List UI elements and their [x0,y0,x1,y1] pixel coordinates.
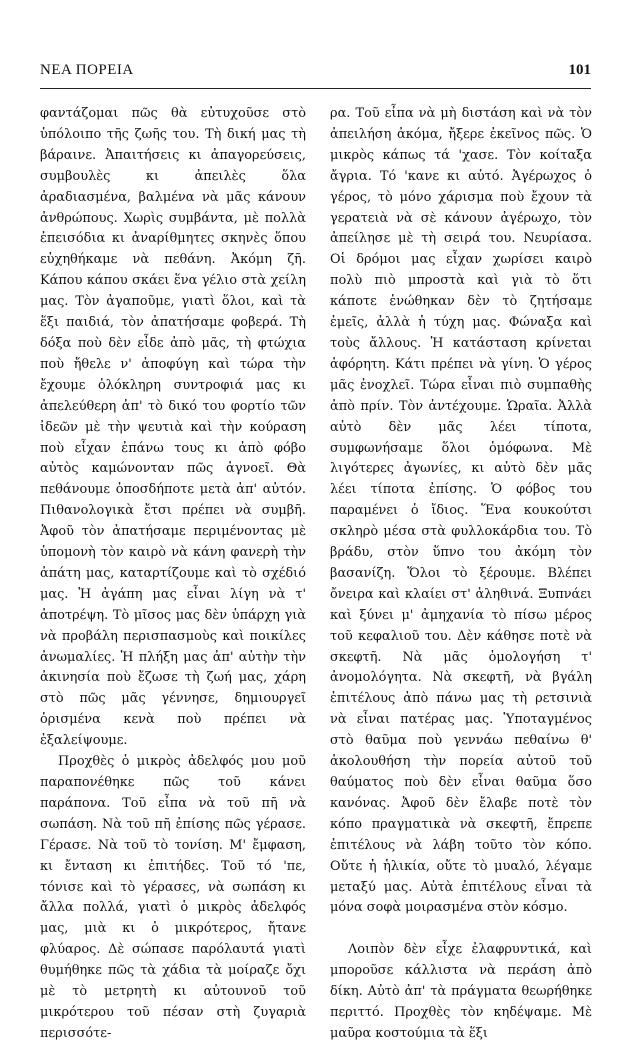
page-number: 101 [568,62,591,78]
paragraph: φαντάζομαι πῶς θὰ εὐτυχοῦσε στὸ ὑπόλοιπο τῆς ζωῆς του. Τὴ δική μας τὴ βάραινε. Ἀπαιτήσεις κι ἀπαγορεύσεις, συμβουλὲς κι ἀπειλὲς ὅλα ἀραδιασμένα, βαλμένα νὰ μᾶς κάνουν ἀνθρώπους. Χωρὶς συμβάντα, μὲ πολλὰ ἐπεισόδια κι ἀναρίθμητες σκηνὲς ὅπου εὐχηθήκαμε νὰ πεθάνη. Ἀκόμη ζῆ. Κάπου κάπου σκάει ἕνα γέλιο στὰ χείλη μας. Τὸν ἀγαποῦμε, γιατὶ ὅλοι, καὶ τὰ ἕξι παιδιά, τὸν ἀπατήσαμε φοβερά. Τὴ δόξα ποὺ δὲν εἶδε ἀπὸ μᾶς, τὴ φτώχια ποὺ ἤθελε ν' ἀποφύγη καὶ τώρα τὴν ἔχουμε ὁλόκληρη συντροφιά μας κι ἀπελεύθερη ἀπ' τὸ δικό του φορτίο τῶν ἰδεῶν μὲ τὴν ψευτιὰ καὶ τὴν κούραση ποὺ εἶχαν ἐπάνω τους κι ἀπὸ φόβο αὐτὸς καμώνονταν πῶς ἀγνοεῖ. Θὰ πεθάνουμε ὁποσδήποτε μετὰ ἀπ' αὐτόν. Πιθανολογικὰ ἔτσι πρέπει νὰ συμβῆ. Ἀφοῦ τὸν ἀπατήσαμε περιμένοντας μὲ ὑπομονὴ τὸν καιρὸ νὰ κάνη φανερὴ τὴν ἀπάτη μας, καταρτίζουμε καὶ τὸ σχέδιό μας. Ἡ ἀγάπη μας εἶναι λίγη νὰ τ' ἀποτρέψη. Τὸ μῖσος μας δὲν ὑπάρχη γιὰ νὰ προβάλη περισπασμοὺς καὶ ποικίλες ἀνωμαλίες. Ἡ πλήξη μας ἀπ' αὐτὴν τὴν ἀκινησία ποὺ ἔζωσε τὴ ζωή μας, χάρη στὸ πῶς μᾶς γέννησε, δημιουργεῖ ὁρισμένα κενὰ ποὺ πρέπει νὰ ἐξαλείψουμε. [40,106,306,749]
paragraph: ρα. Τοῦ εἶπα νὰ μὴ διστάση καὶ νὰ τὸν ἀπειλήση ἀκόμα, ἤξερε ἐκεῖνος πῶς. Ὁ μικρὸς κάπως τά 'χασε. Τὸν κοίταξα ἄγρια. Τό 'κανε κι αὐτό. Ἀγέρωχος ὁ γέρος, τὸ μόνο χάρισμα ποὺ ἔχουν τὰ γερατειὰ νὰ σὲ κάνουν ἀγέρωχο, τὸν ἀπείλησε μὲ τὴ σειρά του. Νευρίασα. Οἱ δρόμοι μας εἶχαν χωρίσει καιρὸ πολὺ πιὸ μπροστὰ καὶ γιὰ τὸ ὅτι κάποτε ἑνώθηκαν δὲν τὸ ζητήσαμε ἐμεῖς, ἀλλὰ ἡ τύχη μας. Φώναξα καὶ τοὺς ἄλλους. Ἡ κατάσταση κρίνεται ἀφόρητη. Κάτι πρέπει νὰ γίνη. Ὁ γέρος μᾶς ἐνοχλεῖ. Τώρα εἶναι πιὸ συμπαθὴς ἀπὸ πρίν. Τὸν ἀντέχουμε. Ὡραῖα. Ἀλλὰ αὐτὸ δὲν μᾶς λέει τίποτα, συμφωνήσαμε ὅλοι ὁμόφωνα. Μὲ λιγότερες ἀγωνίες, κι αὐτὸ δὲν μᾶς λέει τίποτα ἐπίσης. Ὁ φόβος του παραμένει ὁ ἴδιος. Ἕνα κουκούτσι σκληρὸ μέσα στὰ φυλλοκάρδια του. Τὸ βράδυ, στὸν ὕπνο του ἀκόμη τὸν βασανίζη. Ὅλοι τὸ ξέρουμε. Βλέπει ὄνειρα καὶ κλαίει στ' ἀληθινά. Ξυπνάει καὶ ξύνει μ' ἀμηχανία τὸ πίσω μέρος τοῦ κεφαλιοῦ του. Δὲν κάθησε ποτὲ νὰ σκεφτῆ. Νὰ μᾶς ὁμολογήση τ' ἀνομολόγητα. Νὰ σκεφτῆ, νὰ βγάλη ἐπιτέλους ἀπὸ πάνω μας τὴ ρετσινιὰ νὰ εἶναι πατέρας μας. Ὑποταγμένος στὸ θαῦμα ποὺ γεννάω πεθαίνω θ' ἀκολουθήση τὴν πορεία αὐτοῦ τοῦ θαύματος ποὺ δὲν εἶναι θαῦμα ὅσο κανόνας. Ἀφοῦ δὲν ἔλαβε ποτὲ τὸν κόπο πραγματικὰ νὰ σκεφτῆ, ἔπρεπε ἐπιτέλους νὰ λάβη τοῦτο τὸν κόπο. Οὔτε ἡ ἡλικία, οὔτε τὸ μυαλό, λέγαμε μεταξύ μας. Αὐτὰ ἐπιτέλους εἶναι τὰ μόνα σοφὰ μοιρασμένα στὸν κόσμο. [330,106,592,916]
right-column [330,104,592,1045]
running-header [40,58,591,84]
paragraph: Προχθὲς ὁ μικρὸς ἀδελφός μου μοῦ παραπονέθηκε πῶς τοῦ κάνει παράπονα. Τοῦ εἶπα νὰ τοῦ πῆ νὰ σωπάση. Νὰ τοῦ πῆ ἐπίσης πῶς γέρασε. Γέρασε. Νὰ τοῦ τὸ τονίση. Μ' ἔμφαση, κι ἔνταση κι ἐπιτήδες. Τοῦ τό 'πε, τόνισε καὶ τὸ γέρασες, νὰ σωπάση κι ἄλλα πολλά, γιατὶ ὁ μικρὸς ἀδελφός μας, μιὰ κι ὁ μικρότερος, ἤτανε φλύαρος. Δὲ σώπασε παρόλαυτά γιατὶ θυμήθηκε πῶς τὰ χάδια τὰ μοίραζε ὄχι μὲ τὸ μετρητὴ κι αὐτουνοῦ τοῦ μικρότερου τοῦ πέσαν στὴ ζυγαριὰ περισσότε- [40,754,306,1041]
header-rule [40,88,591,89]
left-column [40,104,306,1045]
running-title: ΝΕΑ ΠΟΡΕΙΑ [40,62,134,78]
paragraph: Λοιπὸν δὲν εἶχε ἐλαφρυντικά, καὶ μποροῦσε κάλλιστα νὰ περάση ἀπὸ δίκη. Αὐτὸ ἀπ' τὰ πράγματα θεωρήθηκε περιττό. Προχθὲς τὸν κηδέψαμε. Μὲ μαῦρα κοστούμια τὰ ἕξι [330,942,592,1041]
